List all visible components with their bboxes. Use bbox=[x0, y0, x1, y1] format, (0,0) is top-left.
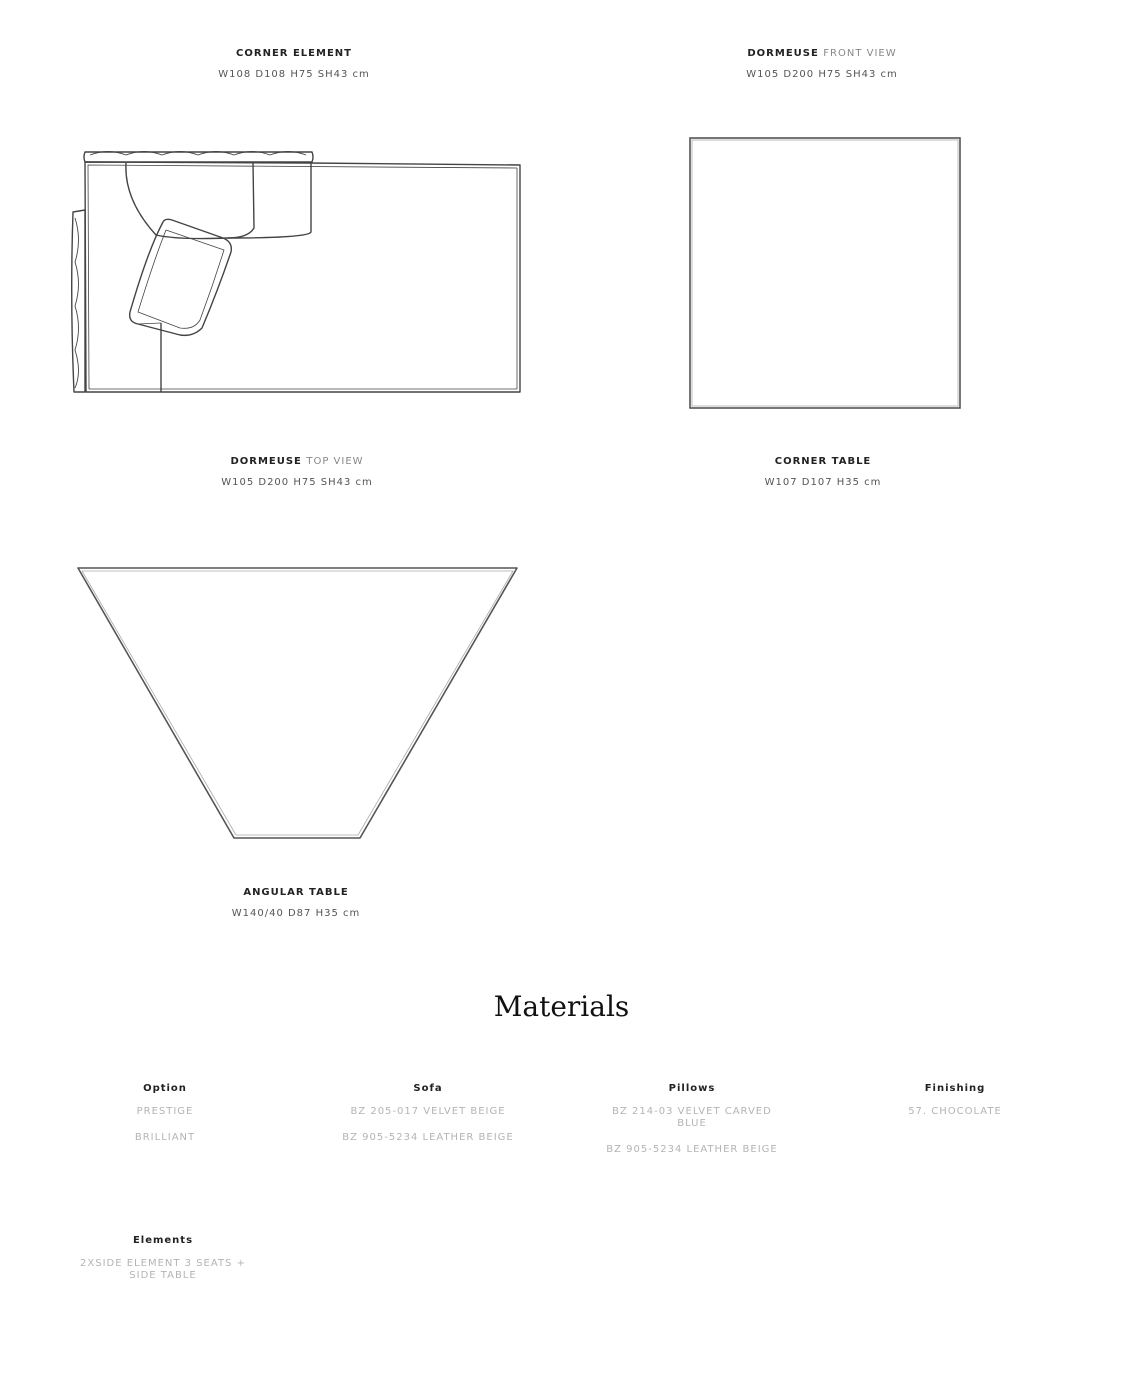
material-item[interactable]: 57. CHOCOLATE bbox=[908, 1106, 1002, 1117]
drawing-dimensions: W105 D200 H75 SH43 cm bbox=[746, 69, 898, 80]
materials-group-pillows bbox=[597, 1083, 787, 1170]
materials-group-title: Pillows bbox=[668, 1083, 716, 1094]
drawing-caption-corner-table bbox=[723, 456, 923, 488]
drawing-title: CORNER TABLE bbox=[774, 456, 872, 467]
drawing-title: ANGULAR TABLE bbox=[243, 887, 349, 898]
drawing-caption-angular-table bbox=[196, 887, 396, 919]
material-item[interactable]: BZ 214-03 VELVET CARVED BLUE bbox=[612, 1106, 772, 1129]
drawing-dimensions: W107 D107 H35 cm bbox=[764, 477, 882, 488]
materials-group-title: Sofa bbox=[413, 1083, 443, 1094]
drawing-dimensions: W140/40 D87 H35 cm bbox=[231, 908, 361, 919]
materials-group-title: Finishing bbox=[924, 1083, 986, 1094]
material-item[interactable]: 2XSIDE ELEMENT 3 SEATS + SIDE TABLE bbox=[80, 1258, 246, 1281]
drawing-dimensions: W105 D200 H75 SH43 cm bbox=[221, 477, 373, 488]
material-item[interactable]: BZ 905-5234 LEATHER BEIGE bbox=[606, 1144, 778, 1155]
materials-group-title: Elements bbox=[132, 1235, 194, 1246]
drawing-caption-dormeuse-top bbox=[197, 456, 397, 488]
dormeuse-front-view-drawing bbox=[688, 136, 962, 410]
materials-group-sofa bbox=[333, 1083, 523, 1158]
drawing-title: DORMEUSE FRONT VIEW bbox=[747, 48, 897, 59]
materials-group-elements bbox=[68, 1235, 258, 1296]
materials-group-title: Option bbox=[143, 1083, 187, 1094]
drawing-title: DORMEUSE TOP VIEW bbox=[230, 456, 364, 467]
sofa-top-view-drawing bbox=[68, 140, 528, 402]
drawing-caption-dormeuse-front bbox=[722, 48, 922, 80]
materials-group-finishing bbox=[860, 1083, 1050, 1132]
material-item[interactable]: BRILLIANT bbox=[134, 1132, 196, 1143]
drawing-caption-corner-element bbox=[194, 48, 394, 80]
drawing-dimensions: W108 D108 H75 SH43 cm bbox=[218, 69, 370, 80]
material-item[interactable]: BZ 905-5234 LEATHER BEIGE bbox=[342, 1132, 514, 1143]
materials-group-option bbox=[70, 1083, 260, 1158]
material-item[interactable]: PRESTIGE bbox=[136, 1106, 194, 1117]
material-item[interactable]: BZ 205-017 VELVET BEIGE bbox=[350, 1106, 506, 1117]
materials-heading: Materials bbox=[493, 990, 630, 1023]
drawing-title: CORNER ELEMENT bbox=[236, 48, 352, 59]
angular-table-drawing bbox=[76, 565, 520, 841]
